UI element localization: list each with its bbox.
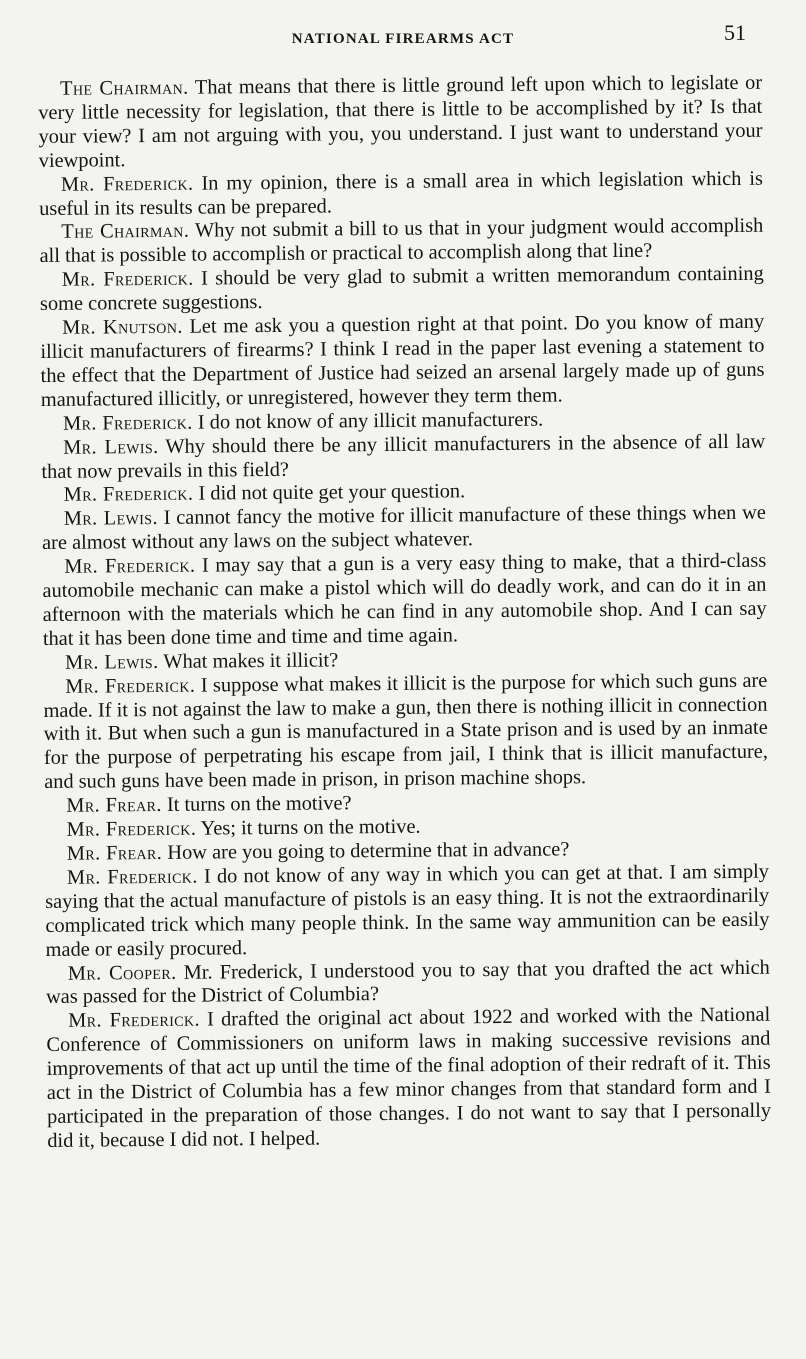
paragraph — [40, 263, 764, 317]
paragraph-text: Let me ask you a question right at that point. Do you know of many illicit manufacturers of firearms? I think I read in the paper last evening a statement to the effect that the Department of Justice had seized an arsenal largely made up of guns manufactured illicitly, or unregistered, however they term them. — [40, 310, 765, 411]
paragraph — [43, 669, 768, 795]
speaker-name: The Chairman. — [61, 220, 190, 244]
paragraph-text: I should be very glad to submit a written memorandum containing some concrete suggestions. — [39, 262, 764, 316]
paragraph-text: I suppose what makes it illicit is the purpose for which such guns are made. If it is not against the law to make a gun, then there is nothing illicit in connection with it. But when such a gun is manufactured in a State prison and is used by an inmate for the purpose of perpetrating his escape from jail, I think that is illicit manufacture, and such guns have been made in prison, in prison machine shops. — [43, 669, 769, 794]
paragraph-text: Mr. Frederick, I understood you to say that you drafted the act which was passed for the District of Columbia? — [45, 956, 770, 1009]
paragraph — [41, 430, 765, 484]
speaker-name: Mr. Frederick. — [66, 817, 197, 841]
paragraph — [46, 1004, 771, 1154]
paragraph-text: That means that there is little ground left upon which to legislate or very little necessity for legislation, that there is little to be accomplished by it? Is that your view? I am not arguing with you, you understand. I just want to understand your viewpoint. — [38, 71, 763, 172]
paragraph-text: Yes; it turns on the motive. — [196, 815, 421, 840]
paragraph-text: I drafted the original act about 1922 and worked with the National Conference of Commissioners on uniform laws in making successive revisions and improvements of that act up until the time of the final adoption of their redraft of it. This act in the District of Columbia has a few minor changes from that standard form and I participated in the preparation of those changes. I do not want to say that I personally did it, because I did not. I helped. — [46, 1003, 772, 1152]
speaker-name: Mr. Knutson. — [62, 315, 183, 339]
speaker-name: Mr. Frear. — [66, 794, 162, 817]
paragraph-text: I may say that a gun is a very easy thing to make, that a third-class automobile mechanic can make a pistol which will do deadly work, and can do it in an afternoon with the materials which he can find in any automobile shop. And I can say that it has been done time and time and time again. — [42, 549, 767, 650]
paragraph — [39, 215, 763, 269]
speaker-name: Mr. Frederick. — [61, 267, 194, 292]
paragraph — [42, 550, 767, 652]
speaker-name: Mr. Frederick. — [63, 483, 194, 507]
paragraph-text: In my opinion, there is a small area in which legislation which is useful in its results can be prepared. — [39, 167, 763, 220]
speaker-name: Mr. Frederick. — [64, 554, 196, 578]
speaker-name: Mr. Lewis. — [63, 435, 159, 459]
paragraph — [45, 861, 770, 963]
speaker-name: Mr. Lewis. — [65, 650, 159, 674]
paragraph — [38, 72, 763, 174]
speaker-name: Mr. Frear. — [66, 841, 163, 865]
speaker-name: Mr. Frederick. — [60, 172, 194, 196]
paragraph-text: I do not know of any illicit manufacturers. — [192, 408, 544, 434]
speaker-name: Mr. Cooper. — [67, 961, 177, 985]
running-head: NATIONAL FIREARMS ACT — [291, 31, 515, 47]
paragraph-text: I do not know of any way in which you can get at that. I am simply saying that the actual manufacture of pistols is an easy thing. It is not the extraordinarily complicated trick which many people think. In the same way ammunition can be easily made or easily procured. — [45, 860, 770, 961]
paragraph-text: Why should there be any illicit manufacturers in the absence of all law that now prevails in this field? — [41, 430, 766, 483]
speaker-name: The Chairman. — [59, 76, 189, 100]
page-header — [0, 14, 806, 54]
speaker-name: Mr. Frederick. — [68, 1008, 201, 1033]
paragraph-text: How are you going to determine that in advance? — [162, 838, 570, 864]
paragraph — [39, 167, 763, 221]
paragraph-text: I cannot fancy the motive for illicit manufacture of these things when we are almost without any laws on the subject whatever. — [41, 501, 766, 555]
paragraph-text: I did not quite get your question. — [193, 480, 466, 506]
speaker-name: Mr. Frederick. — [66, 865, 198, 889]
page-number: 51 — [724, 20, 746, 45]
speaker-name: Mr. Lewis. — [63, 507, 159, 531]
paragraph — [46, 956, 770, 1010]
paragraph-text: It turns on the motive? — [161, 792, 352, 817]
speaker-name: Mr. Frederick. — [65, 674, 196, 698]
paragraph — [40, 311, 765, 413]
paragraph-text: What makes it illicit? — [158, 649, 339, 673]
page-body — [38, 72, 771, 1154]
paragraph-text: Why not submit a bill to us that in your judgment would accomplish all that is possible to accomplish or practical to accomplish along that line? — [39, 215, 764, 268]
paragraph — [42, 502, 766, 556]
speaker-name: Mr. Frederick. — [62, 411, 193, 435]
